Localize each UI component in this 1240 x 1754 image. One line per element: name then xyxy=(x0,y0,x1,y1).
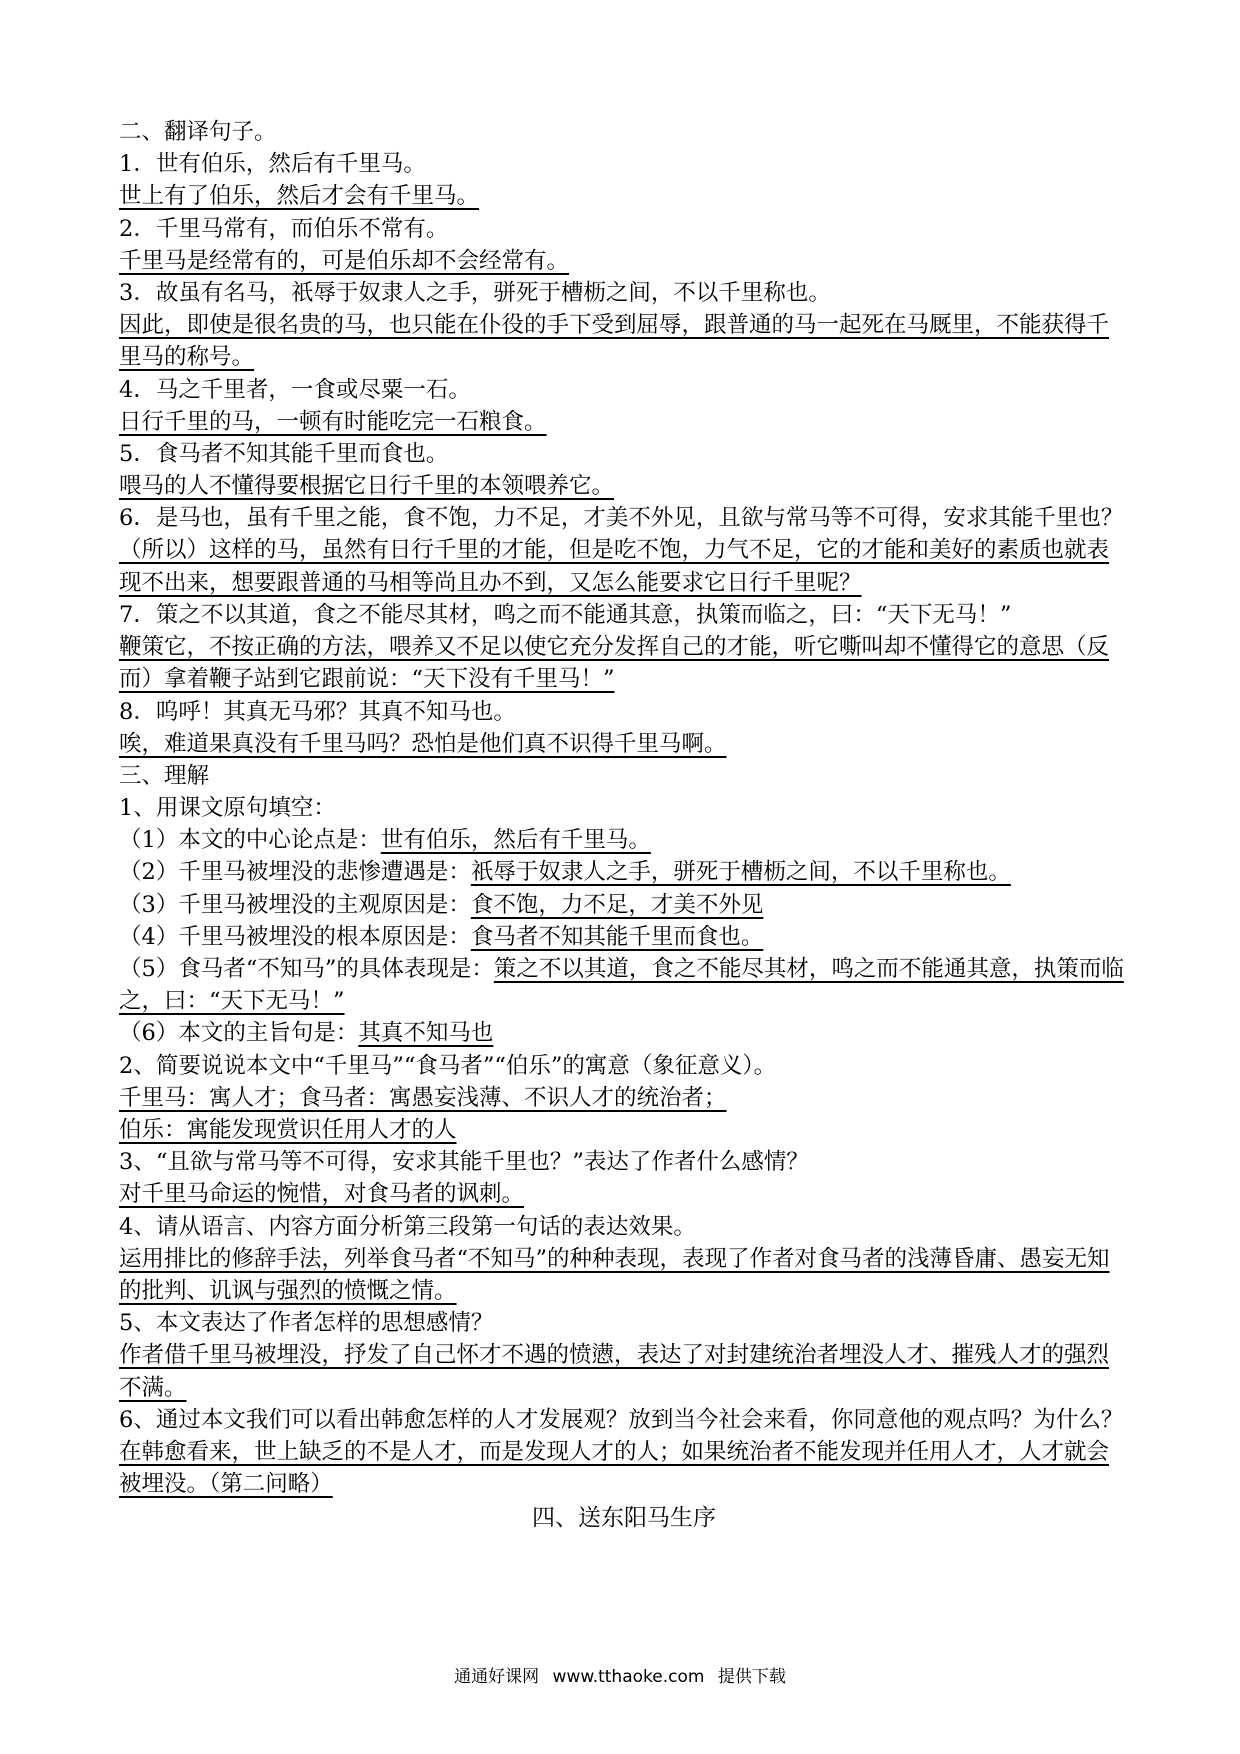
question-1: 1．世有伯乐，然后有千里马。 xyxy=(119,151,426,178)
comprehension-q3-title: 3、“且欲与常马等不可得，安求其能千里也？”表达了作者什么感情？ xyxy=(119,1149,809,1176)
question-6: 6．是马也，虽有千里之能，食不饱，力不足，才美不外见，且欲与常马等不可得，安求其能千里也？ xyxy=(119,505,1124,532)
question-8: 8．呜呼！其真无马邪？其真不知马也。 xyxy=(119,698,516,725)
comprehension-q6-answer: 在韩愈看来，世上缺乏的不是人才，而是发现人才的人；如果统治者不能发现并任用人才，人才就会被埋没。（第二问略） xyxy=(119,1438,1110,1498)
question-7: 7．策之不以其道，食之不能尽其材，鸣之而不能通其意，执策而临之，曰：“天下无马！” xyxy=(119,601,1012,628)
answer-7: 鞭策它，不按正确的方法，喂养又不足以使它充分发挥自己的才能，听它嘶叫却不懂得它的意思（反而）拿着鞭子站到它跟前说：“天下没有千里马！” xyxy=(119,634,1110,693)
comprehension-q4-title: 4、请从语言、内容方面分析第三段第一句话的表达效果。 xyxy=(119,1213,696,1240)
fill-item-3 xyxy=(119,889,1129,921)
fill-item-1 xyxy=(119,824,1129,856)
answer-6: （所以）这样的马，虽然有日行千里的才能，但是吃不饱，力气不足，它的才能和美好的素质也就表现不出来，想要跟普通的马相等尚且办不到，又怎么能要求它日行千里呢？ xyxy=(119,537,1110,596)
question-4: 4．马之千里者，一食或尽粟一石。 xyxy=(119,376,471,403)
fill-answer-5: 策之不以其道，食之不能尽其材，鸣之而不能通其意，执策而临之，曰：“天下无马！” xyxy=(119,956,1124,1015)
footer-note: 提供下载 xyxy=(717,1667,786,1687)
comprehension-q5-answer: 作者借千里马被埋没，抒发了自己怀才不遇的愤懑，表达了对封建统治者埋没人才、摧残人才的强烈不满。 xyxy=(119,1342,1110,1401)
section-3-heading: 三、理解 xyxy=(119,762,210,789)
page-footer xyxy=(0,1662,1240,1687)
fill-label-5: （5）食马者“不知马”的具体表现是： xyxy=(119,956,494,982)
fill-answer-6: 其真不知马也 xyxy=(358,1020,494,1047)
fill-answer-2: 祇辱于奴隶人之手，骈死于槽枥之间，不以千里称也。 xyxy=(470,859,1011,886)
answer-1: 世上有了伯乐，然后才会有千里马。 xyxy=(119,183,480,210)
comprehension-q3-answer: 对千里马命运的惋惜，对食马者的讽刺。 xyxy=(119,1181,525,1208)
comprehension-q4-answer: 运用排比的修辞手法，列举食马者“不知马”的种种表现，表现了作者对食马者的浅薄昏庸、愚妄无知的批判、讥讽与强烈的愤慨之情。 xyxy=(119,1245,1110,1304)
answer-8: 唉，难道果真没有千里马吗？恐怕是他们真不识得千里马啊。 xyxy=(119,730,727,757)
section-2-heading: 二、翻译句子。 xyxy=(119,119,277,145)
answer-2: 千里马是经常有的，可是伯乐却不会经常有。 xyxy=(119,247,570,274)
question-2: 2．千里马常有，而伯乐不常有。 xyxy=(119,215,449,242)
fill-item-5 xyxy=(119,953,1129,1017)
fill-item-6 xyxy=(119,1017,1129,1049)
fill-answer-3: 食不饱，力不足，才美不外见 xyxy=(470,891,764,918)
answer-4: 日行千里的马，一顿有时能吃完一石粮食。 xyxy=(119,408,547,435)
fill-label-1: （1）本文的中心论点是： xyxy=(119,827,381,854)
fill-label-2: （2）千里马被埋没的悲惨遭遇是： xyxy=(119,859,471,886)
document-content xyxy=(119,116,1129,1536)
fill-answer-1: 世有伯乐，然后有千里马。 xyxy=(380,827,651,854)
fill-label-3: （3）千里马被埋没的主观原因是： xyxy=(119,891,471,918)
answer-3: 因此，即使是很名贵的马，也只能在仆役的手下受到屈辱，跟普通的马一起死在马厩里，不能获得千里马的称号。 xyxy=(119,312,1110,371)
question-3: 3．故虽有名马，祇辱于奴隶人之手，骈死于槽枥之间，不以千里称也。 xyxy=(119,279,831,306)
answer-5: 喂马的人不懂得要根据它日行千里的本领喂养它。 xyxy=(119,473,615,500)
comprehension-q6-title: 6、通过本文我们可以看出韩愈怎样的人才发展观？放到当今社会来看，你同意他的观点吗？为什么？ xyxy=(119,1406,1124,1433)
fill-label-6: （6）本文的主旨句是： xyxy=(119,1020,359,1047)
comprehension-q5-title: 5、本文表达了作者怎样的思想感情？ xyxy=(119,1310,494,1337)
fill-item-4 xyxy=(119,921,1129,953)
comprehension-q2-answer-2: 伯乐：寓能发现赏识任用人才的人 xyxy=(119,1116,457,1143)
comprehension-q2-answer-1: 千里马：寓人才；食马者：寓愚妄浅薄、不识人才的统治者； xyxy=(119,1084,727,1111)
fill-item-2 xyxy=(119,856,1129,888)
comprehension-q1-title: 1、用课文原句填空： xyxy=(119,795,336,822)
comprehension-q2-title: 2、简要说说本文中“千里马”“食马者”“伯乐”的寓意（象征意义）。 xyxy=(119,1052,777,1079)
fill-label-4: （4）千里马被埋没的根本原因是： xyxy=(119,923,471,950)
section-4-heading: 四、送东阳马生序 xyxy=(532,1505,716,1532)
fill-answer-4: 食马者不知其能千里而食也。 xyxy=(470,923,764,950)
footer-site: 通通好课网 xyxy=(454,1667,540,1687)
footer-url[interactable]: www.tthaoke.com xyxy=(552,1667,705,1687)
question-5: 5．食马者不知其能千里而食也。 xyxy=(119,440,449,467)
